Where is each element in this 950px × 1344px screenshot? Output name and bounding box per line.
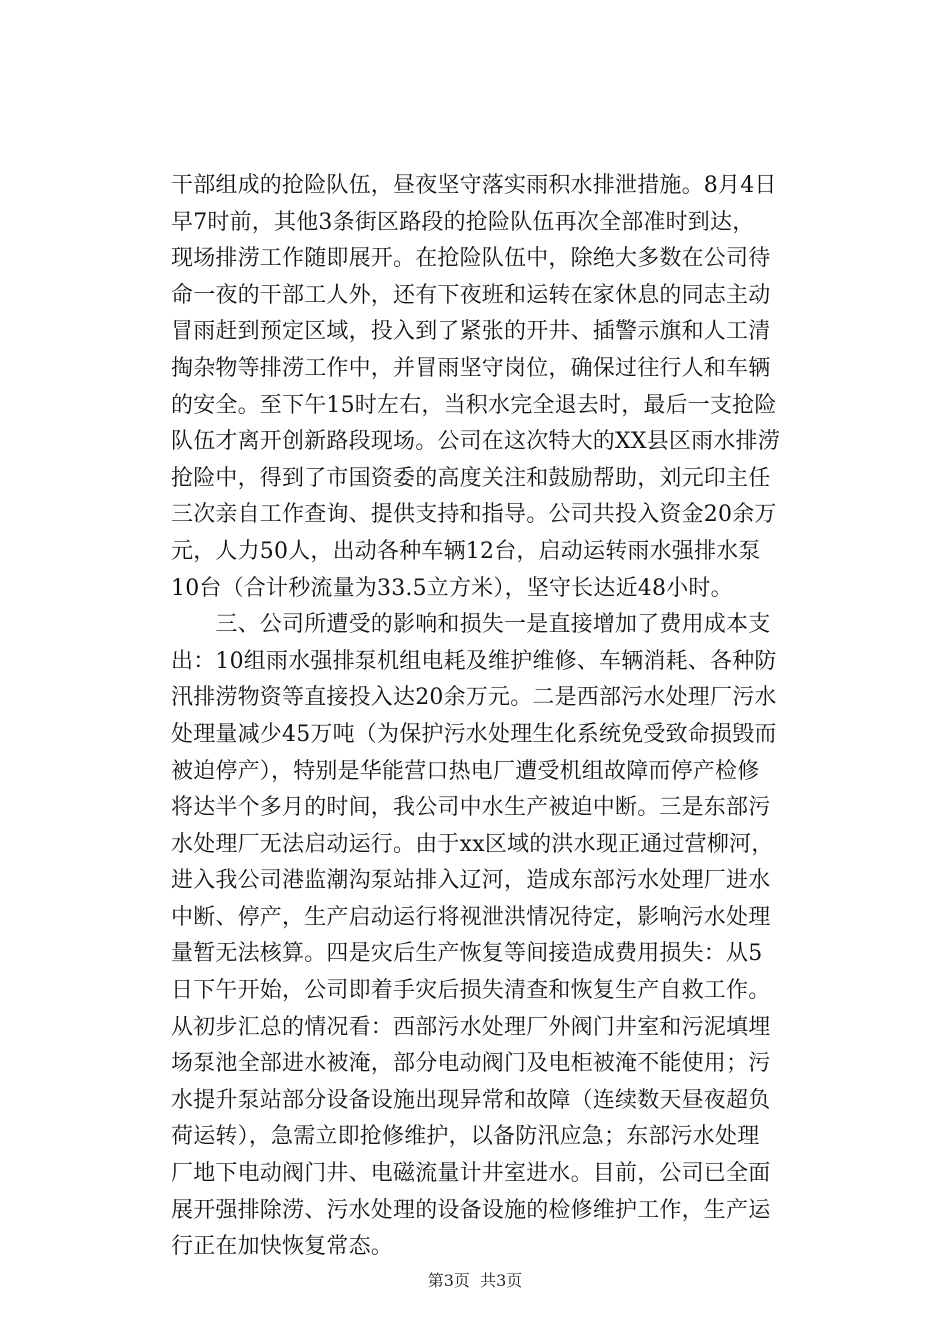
body-text — [171, 168, 801, 1266]
text-line: 元，人力50人，出动各种车辆12台，启动运转雨水强排水泵 — [171, 538, 761, 564]
text-line: 量暂无法核算。四是灾后生产恢复等间接造成费用损失：从5 — [171, 941, 763, 967]
text-line: 水提升泵站部分设备设施出现异常和故障（连续数天昼夜超负 — [171, 1087, 771, 1113]
text-line: 行正在加快恢复常态。 — [171, 1234, 394, 1260]
page-number: 第3页 共3页 — [427, 1271, 523, 1290]
text-line: 日下午开始，公司即着手灾后损失清查和恢复生产自救工作。 — [171, 978, 771, 1004]
text-line: 现场排涝工作随即展开。在抢险队伍中，除绝大多数在公司待 — [171, 246, 771, 272]
text-line: 冒雨赶到预定区域，投入到了紧张的开井、插警示旗和人工清 — [171, 319, 771, 345]
text-line: 队伍才离开创新路段现场。公司在这次特大的XX县区雨水排涝 — [171, 429, 780, 455]
text-line: 荷运转），急需立即抢修维护，以备防汛应急；东部污水处理 — [171, 1124, 760, 1150]
text-line: 场泵池全部进水被淹，部分电动阀门及电柜被淹不能使用；污 — [171, 1051, 771, 1077]
text-line: 三、公司所遭受的影响和损失一是直接增加了费用成本支 — [171, 612, 771, 638]
text-line: 厂地下电动阀门井、电磁流量计井室进水。目前，公司已全面 — [171, 1161, 771, 1187]
text-line: 中断、停产，生产启动运行将视泄洪情况待定，影响污水处理 — [171, 904, 771, 930]
text-line: 三次亲自工作查询、提供支持和指导。公司共投入资金20余万 — [171, 502, 777, 528]
page-footer — [0, 1271, 950, 1291]
text-line: 10台（合计秒流量为33.5立方米），坚守长达近48小时。 — [171, 575, 733, 601]
text-line: 早7时前，其他3条街区路段的抢险队伍再次全部准时到达， — [171, 209, 755, 235]
text-line: 进入我公司港监潮沟泵站排入辽河，造成东部污水处理厂进水 — [171, 868, 771, 894]
text-line: 水处理厂无法启动运行。由于xx区域的洪水现正通过营柳河， — [171, 831, 774, 857]
text-line: 处理量减少45万吨（为保护污水处理生化系统免受致命损毁而 — [171, 721, 777, 747]
text-line: 出：10组雨水强排泵机组电耗及维护维修、车辆消耗、各种防 — [171, 648, 777, 674]
text-line: 汛排涝物资等直接投入达20余万元。二是西部污水处理厂污水 — [171, 685, 777, 711]
text-line: 将达半个多月的时间，我公司中水生产被迫中断。三是东部污 — [171, 795, 771, 821]
text-line: 的安全。至下午15时左右，当积水完全退去时，最后一支抢险 — [171, 392, 777, 418]
text-line: 干部组成的抢险队伍，昼夜坚守落实雨积水排泄措施。8月4日 — [171, 173, 777, 198]
text-line: 展开强排除涝、污水处理的设备设施的检修维护工作，生产运 — [171, 1197, 771, 1223]
text-line: 掏杂物等排涝工作中，并冒雨坚守岗位，确保过往行人和车辆 — [171, 355, 771, 381]
text-line: 抢险中，得到了市国资委的高度关注和鼓励帮助，刘元印主任 — [171, 465, 771, 491]
text-line: 从初步汇总的情况看：西部污水处理厂外阀门井室和污泥填埋 — [171, 1014, 771, 1040]
text-line: 命一夜的干部工人外，还有下夜班和运转在家休息的同志主动 — [171, 282, 771, 308]
text-line: 被迫停产），特别是华能营口热电厂遭受机组故障而停产检修 — [171, 758, 760, 784]
